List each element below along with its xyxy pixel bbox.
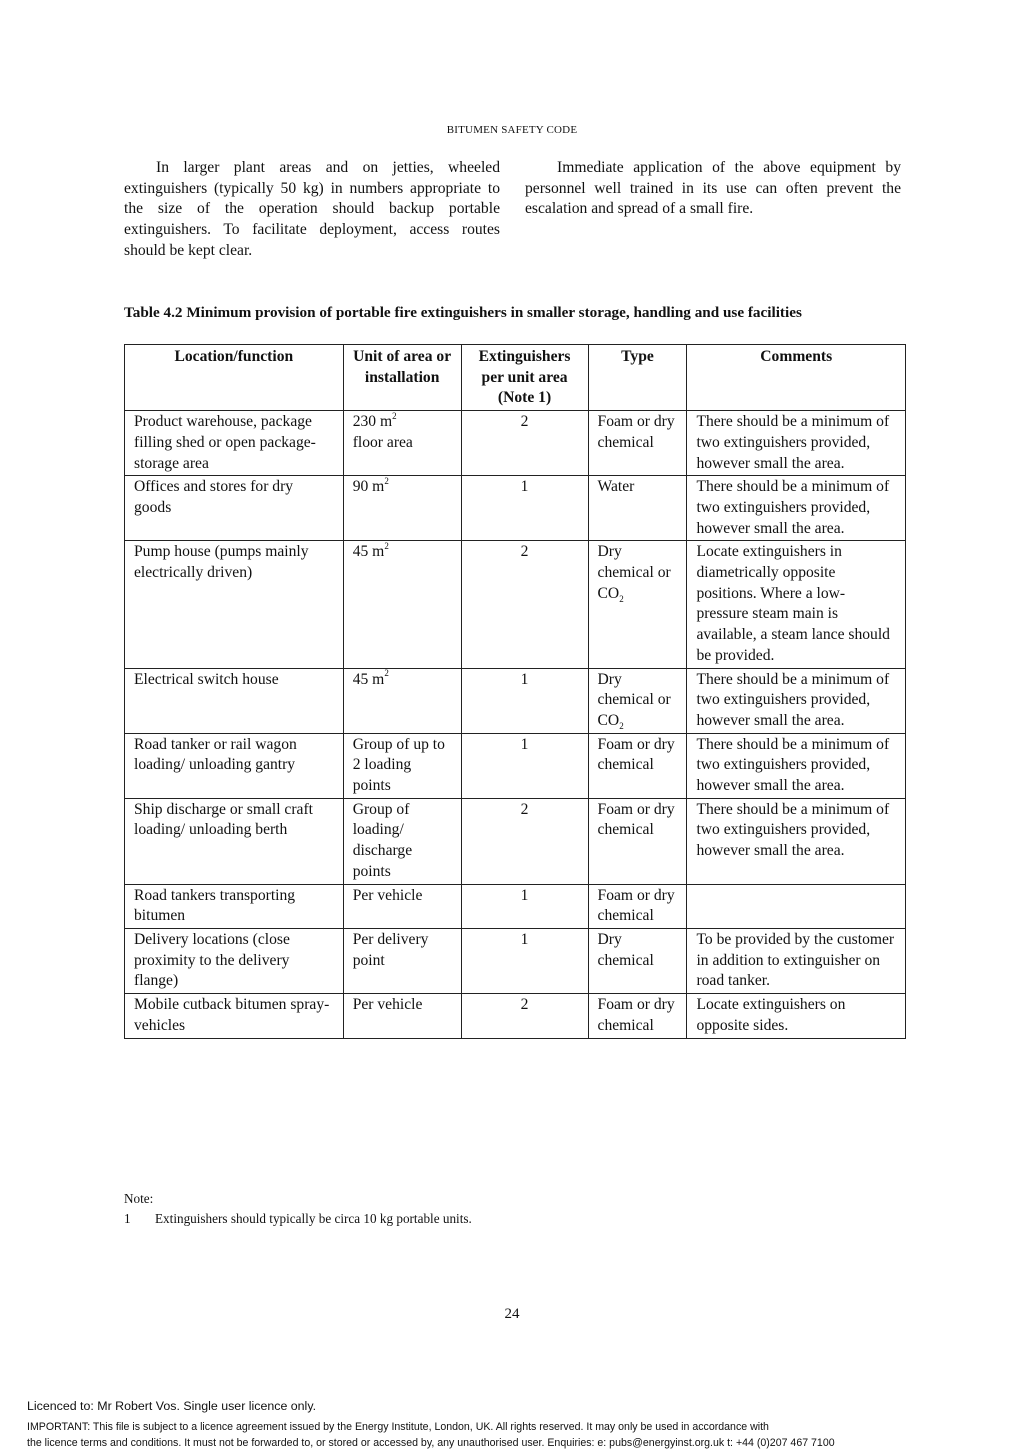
- table-row: [125, 994, 906, 1038]
- type-text: Dry chemical or CO: [598, 671, 671, 729]
- comments-text: There should be a minimum of two extinguishers provided, however small the area.: [696, 671, 889, 729]
- cell-count: [461, 541, 588, 668]
- location-text: Ship discharge or small craft loading/ unloading berth: [134, 801, 313, 839]
- comments-text: Locate extinguishers on opposite sides.: [696, 996, 845, 1034]
- type-text: Foam or dry chemical: [598, 801, 675, 839]
- cell-type: [588, 541, 687, 668]
- header-extinguishers: Extinguishers per unit area (Note 1): [461, 345, 588, 411]
- header-comments: Comments: [687, 345, 906, 411]
- type-text: Dry chemical: [598, 931, 654, 969]
- cell-comments: [687, 798, 906, 884]
- table-title: Table 4.2 Minimum provision of portable fire extinguishers in smaller storage, handling and use facilities: [124, 304, 914, 322]
- cell-unit: [343, 476, 461, 541]
- cell-count: [461, 928, 588, 993]
- unit-suffix: floor area: [353, 434, 413, 451]
- table-row: [125, 476, 906, 541]
- cell-type: [588, 476, 687, 541]
- cell-location: [125, 994, 344, 1038]
- cell-location: [125, 668, 344, 733]
- cell-comments: [687, 541, 906, 668]
- cell-type: [588, 733, 687, 798]
- cell-count: [461, 411, 588, 476]
- extinguisher-table: [124, 344, 906, 1039]
- comments-text: There should be a minimum of two extinguishers provided, however small the area.: [696, 478, 889, 536]
- licence-line: Licenced to: Mr Robert Vos. Single user licence only.: [27, 1399, 316, 1413]
- location-text: Delivery locations (close proximity to the delivery flange): [134, 931, 290, 989]
- unit-text: Per vehicle: [353, 887, 423, 904]
- header-type: Type: [588, 345, 687, 411]
- table-header-row: [125, 345, 906, 411]
- cell-type: [588, 411, 687, 476]
- location-text: Offices and stores for dry goods: [134, 478, 293, 516]
- header-location: Location/function: [125, 345, 344, 411]
- note-label: Note:: [124, 1189, 472, 1209]
- count-text: 1: [521, 931, 529, 948]
- comments-text: There should be a minimum of two extinguishers provided, however small the area.: [696, 736, 889, 794]
- cell-unit: [343, 798, 461, 884]
- location-text: Road tankers transporting bitumen: [134, 887, 295, 925]
- cell-unit: [343, 928, 461, 993]
- count-text: 1: [521, 736, 529, 753]
- comments-text: To be provided by the customer in addition to extinguisher on road tanker.: [696, 931, 894, 989]
- cell-type: [588, 928, 687, 993]
- count-text: 2: [521, 801, 529, 818]
- cell-type: [588, 668, 687, 733]
- location-text: Mobile cutback bitumen spray-vehicles: [134, 996, 329, 1034]
- type-text: Dry chemical or CO: [598, 543, 671, 601]
- note-text: Extinguishers should typically be circa 10 kg portable units.: [155, 1211, 472, 1226]
- right-paragraph: Immediate application of the above equipment by personnel well trained in its use can often prevent the escalation and spread of a small fire.: [525, 158, 901, 220]
- cell-comments: [687, 733, 906, 798]
- cell-location: [125, 541, 344, 668]
- type-subscript: 2: [619, 594, 624, 604]
- unit-text: 45 m: [353, 671, 385, 688]
- type-text: Foam or dry chemical: [598, 736, 675, 774]
- unit-text: Per vehicle: [353, 996, 423, 1013]
- count-text: 2: [521, 543, 529, 560]
- location-text: Electrical switch house: [134, 671, 279, 688]
- count-text: 2: [521, 996, 529, 1013]
- table-note: [124, 1189, 472, 1229]
- cell-comments: [687, 928, 906, 993]
- cell-unit: [343, 733, 461, 798]
- unit-superscript: 2: [384, 541, 389, 551]
- cell-comments: [687, 476, 906, 541]
- running-header: BITUMEN SAFETY CODE: [0, 124, 1024, 136]
- type-text: Foam or dry chemical: [598, 996, 675, 1034]
- unit-text: Group of loading/ discharge points: [353, 801, 412, 880]
- important-line-1: IMPORTANT: This file is subject to a licence agreement issued by the Energy Institute, London, UK. All rights reserved. It may only be used in accordance with: [27, 1420, 1017, 1436]
- important-line-2: the licence terms and conditions. It must not be forwarded to, or stored or accessed by, any unauthorised user. Enquiries: e: pubs@energyinst.org.uk t: +44 (0)207 467 7100: [27, 1436, 1017, 1451]
- table-row: [125, 884, 906, 928]
- comments-text: There should be a minimum of two extinguishers provided, however small the area.: [696, 801, 889, 859]
- table-row: [125, 798, 906, 884]
- cell-location: [125, 476, 344, 541]
- table-row: [125, 668, 906, 733]
- cell-unit: [343, 541, 461, 668]
- cell-location: [125, 884, 344, 928]
- cell-location: [125, 798, 344, 884]
- unit-text: 45 m: [353, 543, 385, 560]
- count-text: 1: [521, 887, 529, 904]
- important-notice: [27, 1420, 1017, 1451]
- table-row: [125, 411, 906, 476]
- cell-unit: [343, 668, 461, 733]
- left-paragraph: In larger plant areas and on jetties, wheeled extinguishers (typically 50 kg) in numbers appropriate to the size of the operation should backup portable extinguishers. To facilitate deployment, access routes should be kept clear.: [124, 158, 500, 262]
- page-number: 24: [0, 1306, 1024, 1323]
- unit-superscript: 2: [384, 476, 389, 486]
- type-subscript: 2: [619, 721, 624, 731]
- cell-count: [461, 798, 588, 884]
- cell-comments: [687, 994, 906, 1038]
- unit-text: 230 m: [353, 413, 392, 430]
- location-text: Product warehouse, package filling shed or open package-storage area: [134, 413, 316, 471]
- right-column: [525, 158, 901, 220]
- type-text: Foam or dry chemical: [598, 887, 675, 925]
- cell-unit: [343, 994, 461, 1038]
- cell-type: [588, 994, 687, 1038]
- cell-unit: [343, 884, 461, 928]
- table-row: [125, 733, 906, 798]
- cell-type: [588, 884, 687, 928]
- cell-location: [125, 411, 344, 476]
- cell-count: [461, 884, 588, 928]
- unit-superscript: 2: [392, 411, 397, 421]
- cell-type: [588, 798, 687, 884]
- count-text: 1: [521, 478, 529, 495]
- unit-superscript: 2: [384, 668, 389, 678]
- count-text: 2: [521, 413, 529, 430]
- table-row: [125, 928, 906, 993]
- type-text: Water: [598, 478, 635, 495]
- header-unit: Unit of area or installation: [343, 345, 461, 411]
- unit-text: Per delivery point: [353, 931, 429, 969]
- unit-text: Group of up to 2 loading points: [353, 736, 445, 794]
- count-text: 1: [521, 671, 529, 688]
- cell-comments: [687, 884, 906, 928]
- note-item: [124, 1209, 472, 1229]
- cell-location: [125, 733, 344, 798]
- note-number: 1: [124, 1209, 155, 1229]
- type-text: Foam or dry chemical: [598, 413, 675, 451]
- location-text: Road tanker or rail wagon loading/ unloading gantry: [134, 736, 297, 774]
- cell-comments: [687, 411, 906, 476]
- unit-text: 90 m: [353, 478, 385, 495]
- table-row: [125, 541, 906, 668]
- cell-count: [461, 733, 588, 798]
- cell-location: [125, 928, 344, 993]
- cell-count: [461, 476, 588, 541]
- left-column: [124, 158, 500, 262]
- comments-text: Locate extinguishers in diametrically opposite positions. Where a low-pressure steam main is available, a steam lance should be provided.: [696, 543, 890, 664]
- cell-unit: [343, 411, 461, 476]
- cell-count: [461, 994, 588, 1038]
- cell-count: [461, 668, 588, 733]
- comments-text: There should be a minimum of two extinguishers provided, however small the area.: [696, 413, 889, 471]
- cell-comments: [687, 668, 906, 733]
- table-body: [125, 411, 906, 1038]
- location-text: Pump house (pumps mainly electrically driven): [134, 543, 309, 581]
